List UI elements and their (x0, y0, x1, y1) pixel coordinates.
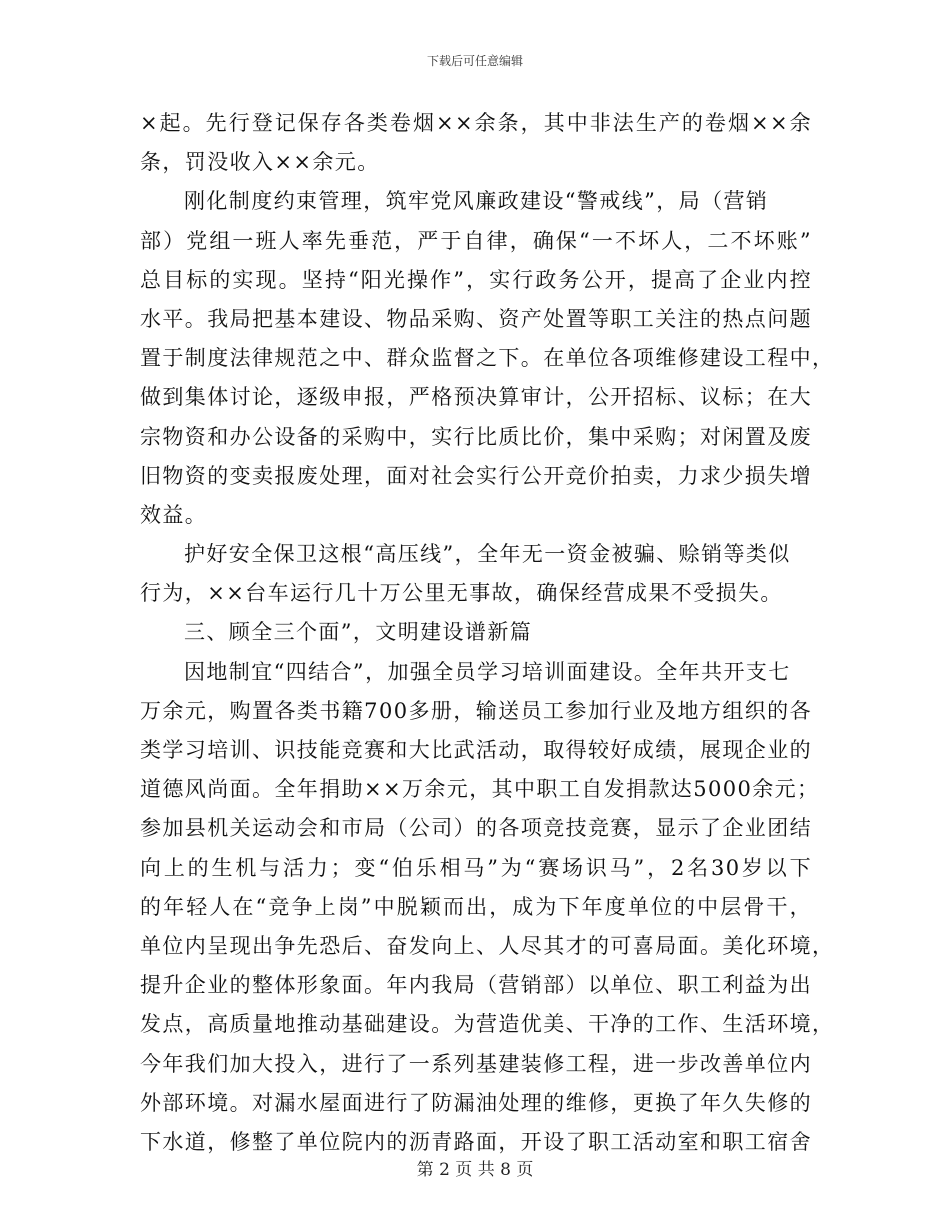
text-line: 发点，高质量地推动基础建设。为营造优美、干净的工作、生活环境， (140, 1012, 835, 1037)
page-header-note: 下载后可任意编辑 (426, 54, 523, 68)
text-line: 参加县机关运动会和市局（公司）的各项竞技竞赛，显示了企业团结 (140, 816, 812, 841)
text-line: 效益。 (140, 502, 208, 527)
text-line: 旧物资的变卖报废处理，面对社会实行公开竞价拍卖，力求少损失增 (140, 463, 812, 488)
text-line: 行为，××台车运行几十万公里无事故，确保经营成果不受损失。 (140, 581, 783, 606)
text-line: 总目标的实现。坚持“阳光操作”，实行政务公开，提高了企业内控 (140, 267, 812, 292)
text-line: 条，罚没收入××余元。 (140, 150, 380, 175)
paragraph-start-line: 护好安全保卫这根“高压线”，全年无一资金被骗、赊销等类似 (184, 542, 791, 567)
text-line: ×起。先行登记保存各类卷烟××余条，其中非法生产的卷烟××余 (140, 111, 812, 135)
text-line: 水平。我局把基本建设、物品采购、资产处置等职工关注的热点问题 (140, 306, 812, 331)
document-body (140, 104, 835, 1162)
text-line: 外部环境。对漏水屋面进行了防漏油处理的维修，更换了年久失修的 (140, 1090, 812, 1115)
text-line: 下水道，修整了单位院内的沥青路面，开设了职工活动室和职工宿舍 (140, 1129, 812, 1154)
page-number: 第 2 页 共 8 页 (416, 1160, 534, 1180)
paragraph-start-line: 刚化制度约束管理，筑牢党风廉政建设“警戒线”，局（营销 (184, 189, 769, 214)
text-line: 做到集体讨论，逐级申报，严格预决算审计，公开招标、议标；在大 (140, 385, 812, 410)
text-line: 宗物资和办公设备的采购中，实行比质比价，集中采购；对闲置及废 (140, 424, 812, 449)
text-line: 部）党组一班人率先垂范，严于自律，确保“一不坏人，二不坏账” (140, 228, 812, 253)
text-line: 置于制度法律规范之中、群众监督之下。在单位各项维修建设工程中， (140, 346, 835, 371)
text-line: 提升企业的整体形象面。年内我局（营销部）以单位、职工利益为出 (140, 973, 812, 998)
text-line: 向上的生机与活力；变“伯乐相马”为“赛场识马”，2名30岁以下 (140, 855, 812, 880)
text-line: 今年我们加大投入，进行了一系列基建装修工程，进一步改善单位内 (140, 1051, 812, 1076)
text-line: 道德风尚面。全年捐助××万余元，其中职工自发捐款达5000余元； (140, 777, 820, 802)
section-heading: 三、顾全三个面”，文明建设谱新篇 (184, 620, 533, 645)
text-line: 的年轻人在“竞争上岗”中脱颖而出，成为下年度单位的中层骨干， (140, 894, 812, 919)
paragraph-start-line: 因地制宜“四结合”，加强全员学习培训面建设。全年共开支七 (184, 659, 791, 684)
text-line: 万余元，购置各类书籍700多册，输送员工参加行业及地方组织的各 (140, 698, 812, 723)
text-line: 类学习培训、识技能竞赛和大比武活动，取得较好成绩，展现企业的 (140, 738, 812, 762)
text-line: 单位内呈现出争先恐后、奋发向上、人尽其才的可喜局面。美化环境， (140, 933, 835, 958)
